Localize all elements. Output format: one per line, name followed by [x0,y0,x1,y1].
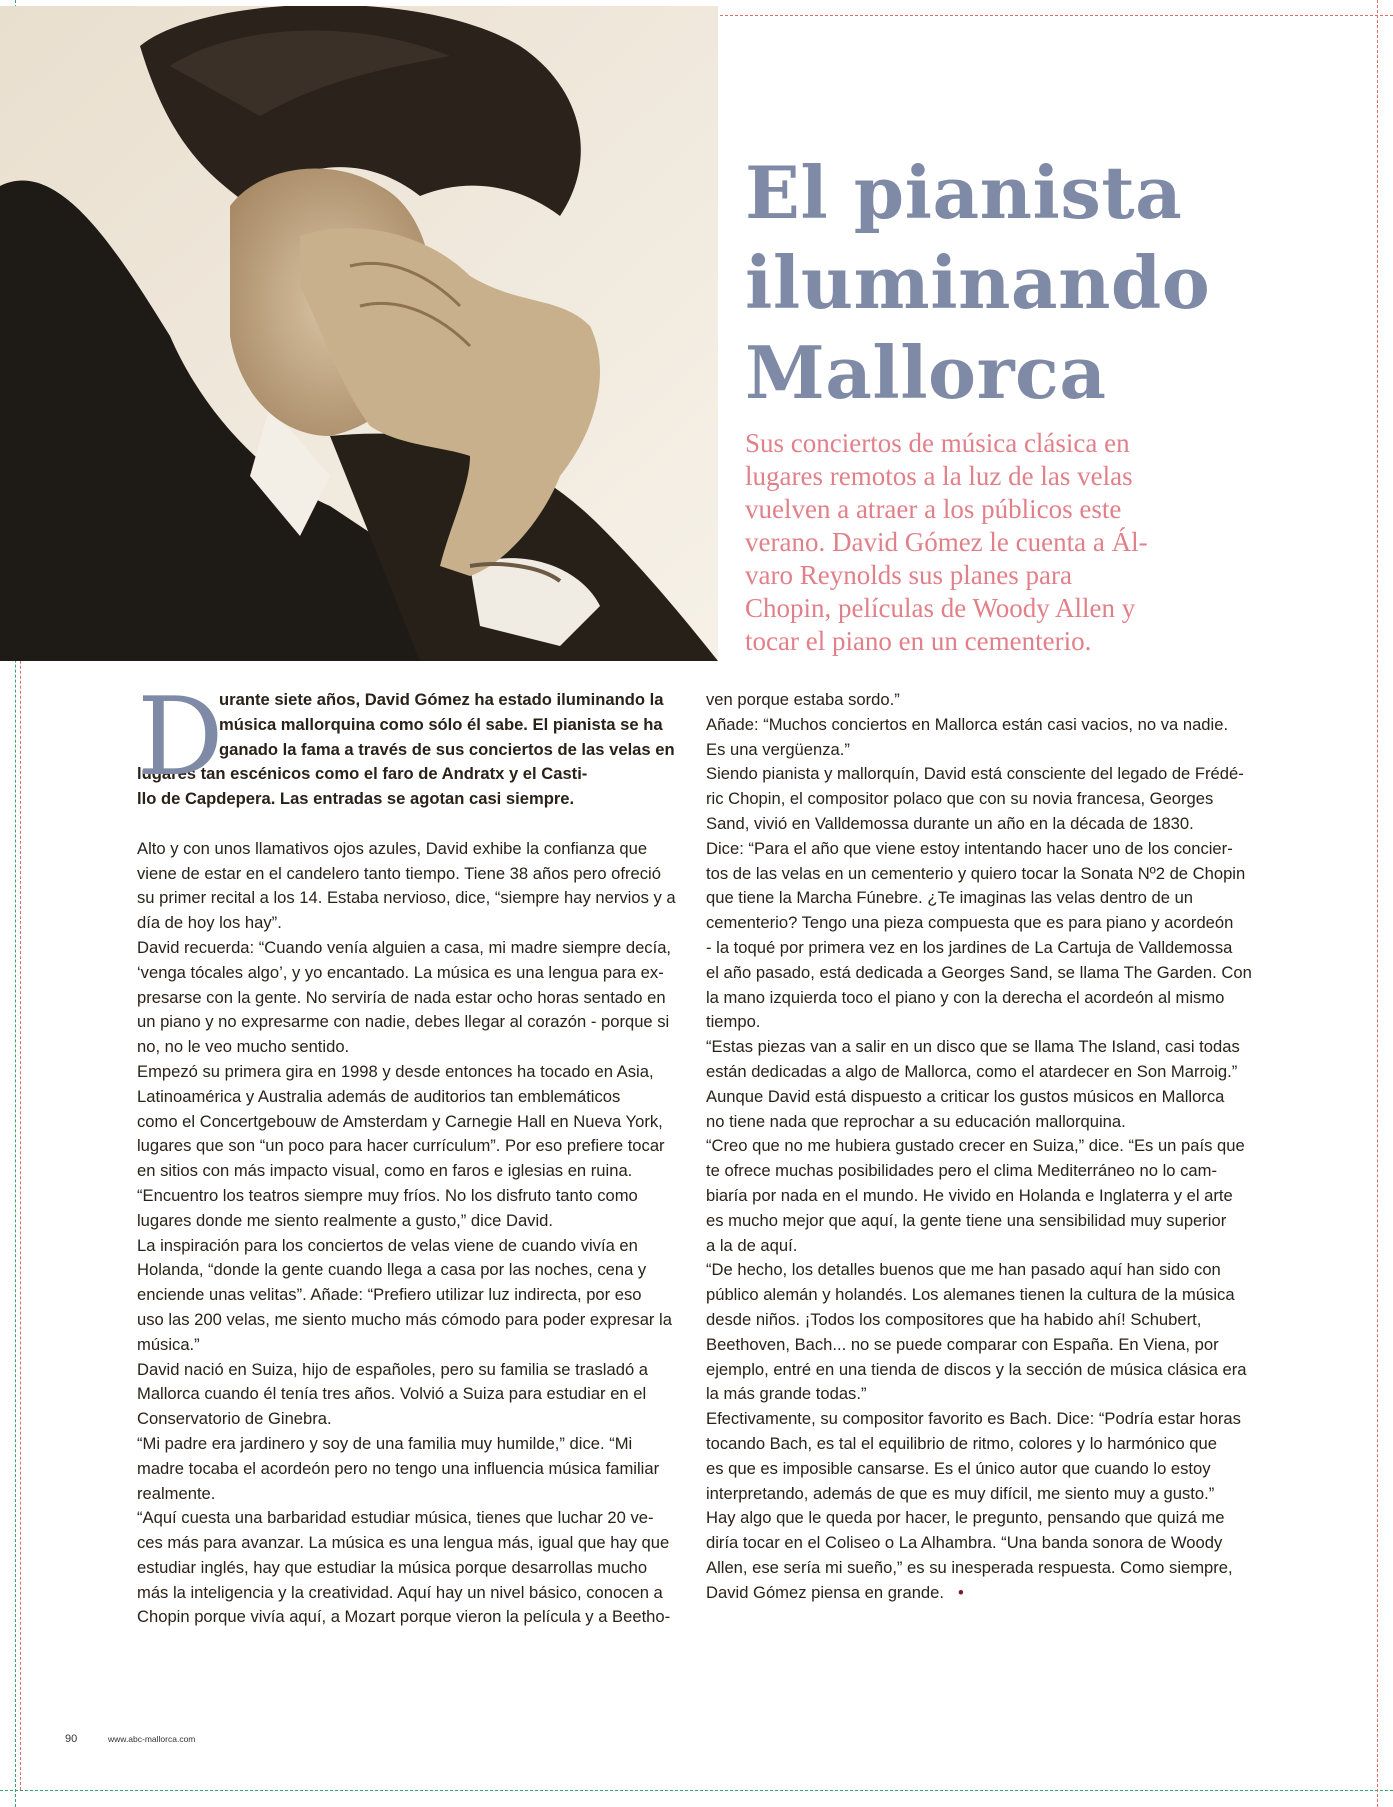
body-line: a la de aquí. [706,1235,798,1255]
body-line: Alto y con unos llamativos ojos azules, David exhibe la confianza que [137,838,648,858]
crop-guide-bottom [0,1790,1393,1791]
body-line: Empezó su primera gira en 1998 y desde entonces ha tocado en Asia, [137,1061,654,1081]
body-line: interpretando, además de que es muy difícil, me siento muy a gusto.” [706,1483,1215,1503]
body-line: realmente. [137,1483,216,1503]
body-line: tocando Bach, es tal el equilibrio de ritmo, colores y lo harmónico que [706,1433,1217,1453]
headline-line: El pianista [745,150,1183,235]
lead-line: ganado la fama a través de sus conciertos de las velas en [219,739,675,759]
lead-line: lugares tan escénicos como el faro de Andratx y el Casti- [137,764,588,784]
pianist-portrait-illustration [0,6,718,661]
standfirst-line: varo Reynolds sus planes para [745,560,1072,590]
end-mark: • [957,1582,964,1602]
body-line: un piano y no expresarme con nadie, debes llegar al corazón - porque si [137,1012,670,1032]
article-standfirst [745,427,1365,658]
body-line: Aunque David está dispuesto a criticar los gustos músicos en Mallorca [706,1086,1225,1106]
body-line: que tiene la Marcha Fúnebre. ¿Te imaginas las velas dentro de un [706,888,1194,908]
body-line: - la toqué por primera vez en los jardines de La Cartuja de Valldemossa [706,937,1233,957]
body-line: música.” [137,1334,200,1354]
body-line: ces más para avanzar. La música es una lengua más, igual que hay que [137,1533,670,1553]
body-line: Holanda, “donde la gente cuando llega a casa por las noches, cena y [137,1260,647,1280]
lead-line: llo de Capdepera. Las entradas se agotan casi siempre. [137,789,575,809]
body-line: te ofrece muchas posibilidades pero el clima Mediterráneo no lo cam- [706,1161,1217,1181]
body-line: su primer recital a los 14. Estaba nervioso, dice, “siempre hay nervios y a [137,888,676,908]
body-line: David nació en Suiza, hijo de españoles, pero su familia se trasladó a [137,1359,649,1379]
body-line: “Creo que no me hubiera gustado crecer en Suiza,” dice. “Es un país que [706,1136,1245,1156]
standfirst-line: Chopin, películas de Woody Allen y [745,593,1136,623]
body-line: como el Concertgebouw de Amsterdam y Carnegie Hall en Nueva York, [137,1111,663,1131]
body-line: lugares que son “un poco para hacer currículum”. Por eso prefiere tocar [137,1136,665,1156]
body-line: desde niños. ¡Todos los compositores que ha habido ahí! Schubert, [706,1309,1202,1329]
standfirst-line: vuelven a atraer a los públicos este [745,494,1122,524]
article-column-left [137,675,685,1630]
headline-line: Mallorca [745,330,1107,415]
article-column-right [706,688,1258,1605]
body-line: estudiar inglés, hay que estudiar la música porque desarrollas mucho [137,1557,648,1577]
article-lead-paragraph [137,675,685,812]
body-line: no tiene nada que reprochar a su educación mallorquina. [706,1111,1126,1131]
article-body-left [137,837,685,1631]
body-line: viene de estar en el candelero tanto tiempo. Tiene 38 años pero ofreció [137,863,661,883]
body-line: tos de las velas en un cementerio y quiero tocar la Sonata Nº2 de Chopin [706,863,1246,883]
pianist-photo [0,6,718,661]
lead-line: música mallorquina como sólo él sabe. El pianista se ha [219,714,663,734]
body-line: Es una vergüenza.” [706,739,850,759]
headline-line: iluminando [745,240,1211,325]
body-line: público alemán y holandés. Los alemanes tienen la cultura de la música [706,1285,1235,1305]
page-number: 90 [65,1733,78,1745]
crop-guide-right [1377,0,1378,1807]
standfirst-line: Sus conciertos de música clásica en [745,428,1130,458]
body-line: Beethoven, Bach... no se puede comparar con España. En Viena, por [706,1334,1219,1354]
body-line: diría tocar en el Coliseo o La Alhambra. “Una banda sonora de Woody [706,1533,1223,1553]
body-line: Chopin porque vivía aquí, a Mozart porque vieron la película y a Beetho- [137,1607,671,1627]
body-line: están dedicadas a algo de Mallorca, como el atardecer en Son Marroig.” [706,1061,1238,1081]
article-headline [745,148,1345,418]
body-line: “Estas piezas van a salir en un disco que se llama The Island, casi todas [706,1037,1240,1057]
body-line: “Encuentro los teatros siempre muy fríos. No los disfruto tanto como [137,1185,638,1205]
body-line: Latinoamérica y Australia además de auditorios tan emblemáticos [137,1086,621,1106]
body-line: “Aquí cuesta una barbaridad estudiar música, tienes que luchar 20 ve- [137,1508,654,1528]
standfirst-line: lugares remotos a la luz de las velas [745,461,1133,491]
body-line: enciende unas velitas”. Añade: “Prefiero utilizar luz indirecta, por eso [137,1285,642,1305]
body-line: Sand, vivió en Valldemossa durante un año en la década de 1830. [706,813,1194,833]
body-line: La inspiración para los conciertos de velas viene de cuando vivía en [137,1235,638,1255]
lead-line: urante siete años, David Gómez ha estado iluminando la [219,690,664,709]
body-line: Hay algo que le queda por hacer, le pregunto, pensando que quizá me [706,1508,1225,1528]
body-line: Allen, ese sería mi sueño,” es su inesperada respuesta. Como siempre, [706,1557,1233,1577]
body-line: cementerio? Tengo una pieza compuesta que es para piano y acordeón [706,913,1234,933]
body-line: no, no le veo mucho sentido. [137,1037,350,1057]
body-line: Mallorca cuando él tenía tres años. Volvió a Suiza para estudiar en el [137,1384,647,1404]
body-line: David Gómez piensa en grande. • [706,1582,964,1602]
body-line: presarse con la gente. No serviría de nada estar ocho horas sentado en [137,987,666,1007]
body-line: la mano izquierda toco el piano y con la derecha el acordeón al mismo [706,987,1225,1007]
body-line: ven porque estaba sordo.” [706,690,900,709]
standfirst-line: tocar el piano en un cementerio. [745,626,1092,656]
body-line: lugares donde me siento realmente a gusto,” dice David. [137,1210,554,1230]
drop-cap: D [137,675,224,800]
body-line: “De hecho, los detalles buenos que me han pasado aquí han sido con [706,1260,1221,1280]
body-line: ric Chopin, el compositor polaco que con su novia francesa, Georges [706,789,1214,809]
body-line: es mucho mejor que aquí, la gente tiene una sensibilidad muy superior [706,1210,1227,1230]
body-line: más la inteligencia y la creatividad. Aquí hay un nivel básico, conocen a [137,1582,663,1602]
body-line: Dice: “Para el año que viene estoy intentando hacer uno de los concier- [706,838,1233,858]
body-line: día de hoy los hay”. [137,913,282,933]
body-line: Conservatorio de Ginebra. [137,1409,332,1429]
body-line: tiempo. [706,1012,761,1032]
body-line: uso las 200 velas, me siento mucho más cómodo para poder expresar la [137,1309,672,1329]
body-line: David recuerda: “Cuando venía alguien a casa, mi madre siempre decía, [137,937,672,957]
body-line: es que es imposible cansarse. Es el único autor que cuando lo estoy [706,1458,1211,1478]
body-line: biaría por nada en el mundo. He vivido en Holanda e Inglaterra y el arte [706,1185,1233,1205]
standfirst-line: verano. David Gómez le cuenta a Ál- [745,527,1148,557]
footer-url: www.abc-mallorca.com [108,1734,196,1744]
body-line: en sitios con más impacto visual, como en faros e iglesias en ruina. [137,1161,633,1181]
body-line: el año pasado, está dedicada a Georges Sand, se llama The Garden. Con [706,962,1252,982]
body-line: ejemplo, entré en una tienda de discos y la sección de música clásica era [706,1359,1247,1379]
body-line: Siendo pianista y mallorquín, David está consciente del legado de Frédé- [706,764,1244,784]
body-line: la más grande todas.” [706,1384,867,1404]
body-line: “Mi padre era jardinero y soy de una familia muy humilde,” dice. “Mi [137,1433,633,1453]
article-body-right [706,688,1258,1605]
body-line: Añade: “Muchos conciertos en Mallorca están casi vacios, no va nadie. [706,714,1229,734]
body-line: ‘venga tócales algo’, y yo encantado. La música es una lengua para ex- [137,962,664,982]
body-line: Efectivamente, su compositor favorito es Bach. Dice: “Podría estar horas [706,1409,1241,1429]
body-line: madre tocaba el acordeón pero no tengo una influencia música familiar [137,1458,660,1478]
